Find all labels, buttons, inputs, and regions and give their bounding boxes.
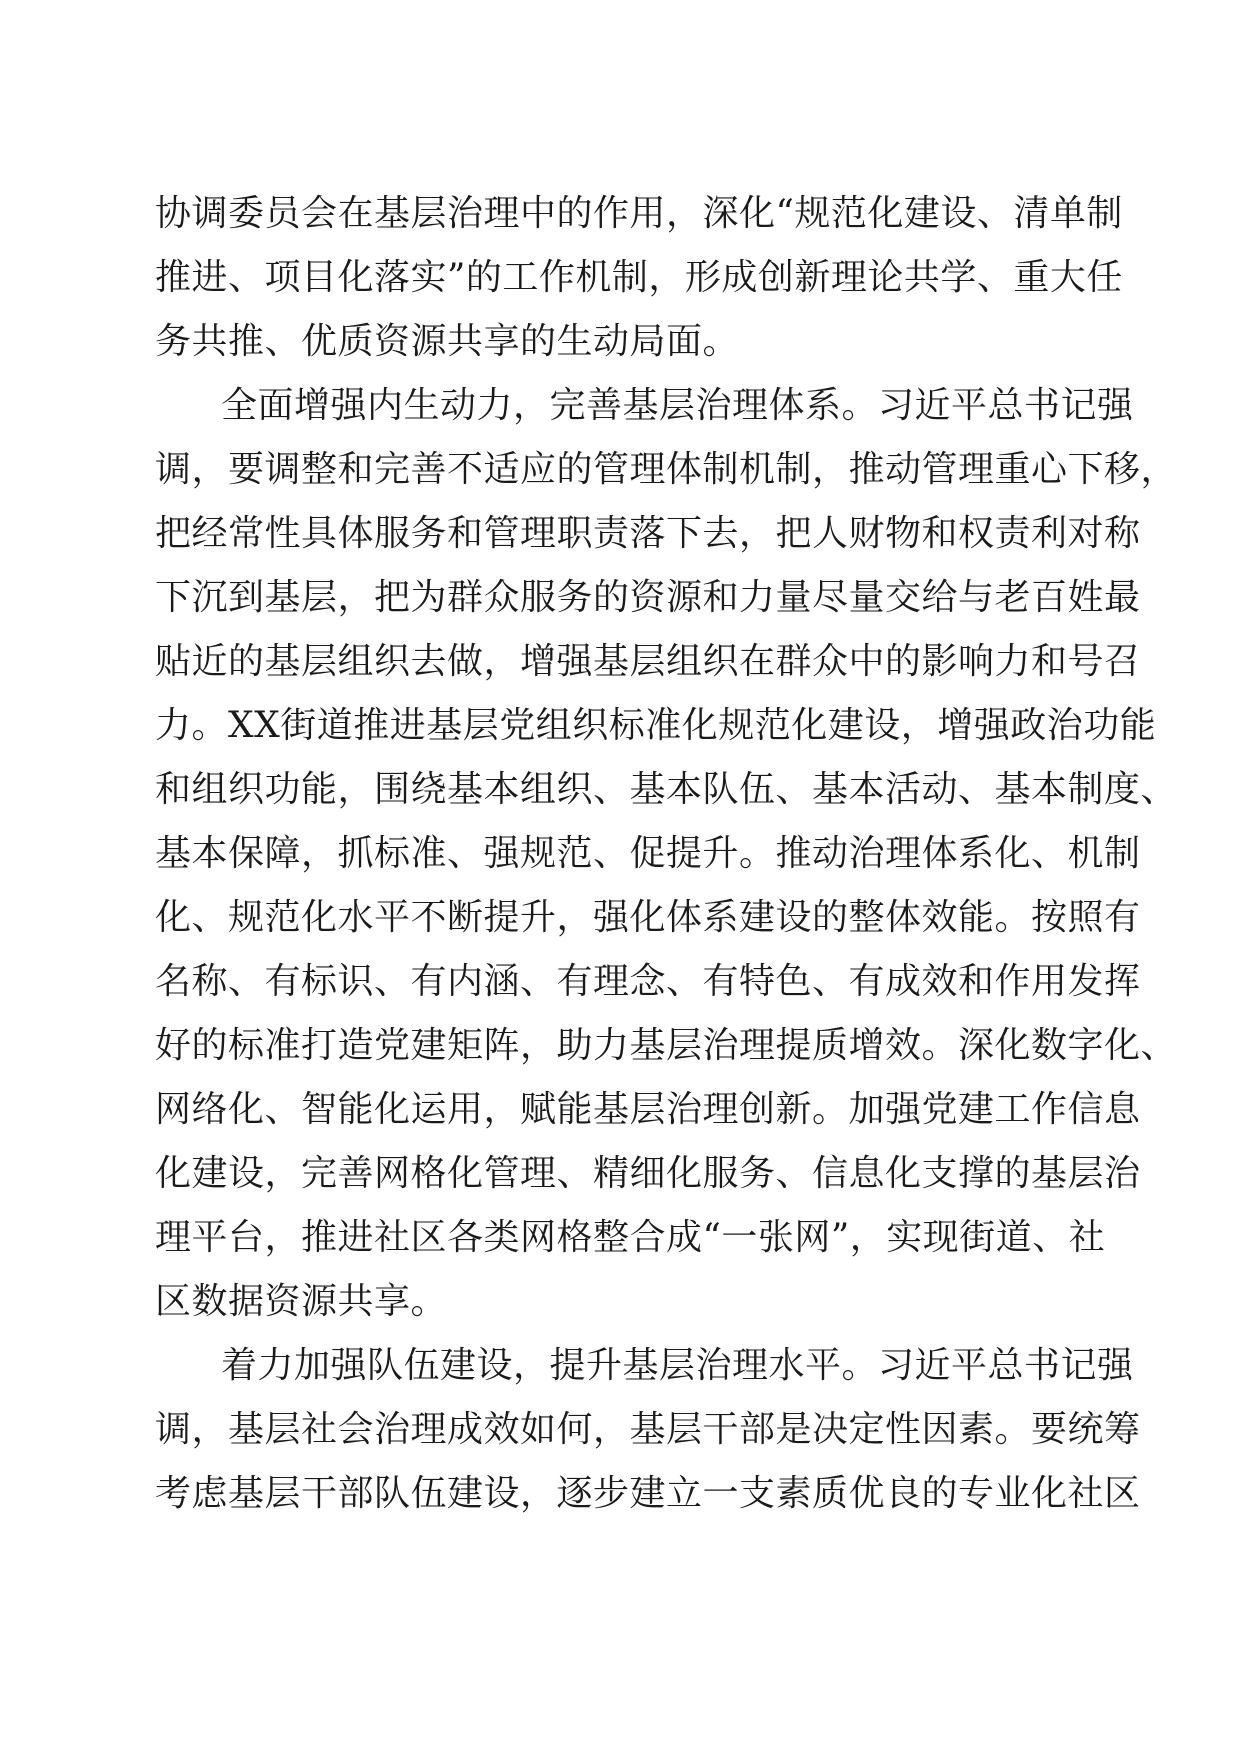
text-line: 名称、有标识、有内涵、有理念、有特色、有成效和作用发挥 xyxy=(155,961,1141,1002)
text-line: 力。XX街道推进基层党组织标准化规范化建设，增强政治功能 xyxy=(155,705,1157,746)
text-line: 着力加强队伍建设，提升基层治理水平。习近平总书记强 xyxy=(221,1345,1134,1386)
text-line: 把经常性具体服务和管理职责落下去，把人财物和权责利对称 xyxy=(155,513,1141,554)
text-line: 下沉到基层，把为群众服务的资源和力量尽量交给与老百姓最 xyxy=(155,577,1141,618)
text-line: 调，要调整和完善不适应的管理体制机制，推动管理重心下移， xyxy=(155,449,1178,490)
text-line: 推进、项目化落实”的工作机制，形成创新理论共学、重大任 xyxy=(155,257,1123,298)
text-line: 区数据资源共享。 xyxy=(155,1281,448,1322)
text-line: 调，基层社会治理成效如何，基层干部是决定性因素。要统筹 xyxy=(155,1409,1141,1450)
text-line: 务共推、优质资源共享的生动局面。 xyxy=(155,321,740,362)
text-line: 化、规范化水平不断提升，强化体系建设的整体效能。按照有 xyxy=(155,897,1141,938)
text-line: 贴近的基层组织去做，增强基层组织在群众中的影响力和号召 xyxy=(155,641,1141,682)
text-line: 和组织功能，围绕基本组织、基本队伍、基本活动、基本制度、 xyxy=(155,769,1178,810)
text-line: 好的标准打造党建矩阵，助力基层治理提质增效。深化数字化、 xyxy=(155,1025,1178,1066)
text-line: 基本保障，抓标准、强规范、促提升。推动治理体系化、机制 xyxy=(155,833,1141,874)
text-line: 化建设，完善网格化管理、精细化服务、信息化支撑的基层治 xyxy=(155,1153,1141,1194)
text-line: 理平台，推进社区各类网格整合成“一张网”，实现街道、社 xyxy=(155,1217,1106,1258)
text-line: 协调委员会在基层治理中的作用，深化“规范化建设、清单制 xyxy=(155,193,1123,234)
body-text xyxy=(155,182,1178,1526)
text-line: 考虑基层干部队伍建设，逐步建立一支素质优良的专业化社区 xyxy=(155,1473,1141,1514)
text-line: 全面增强内生动力，完善基层治理体系。习近平总书记强 xyxy=(221,385,1134,426)
text-line: 网络化、智能化运用，赋能基层治理创新。加强党建工作信息 xyxy=(155,1089,1141,1130)
